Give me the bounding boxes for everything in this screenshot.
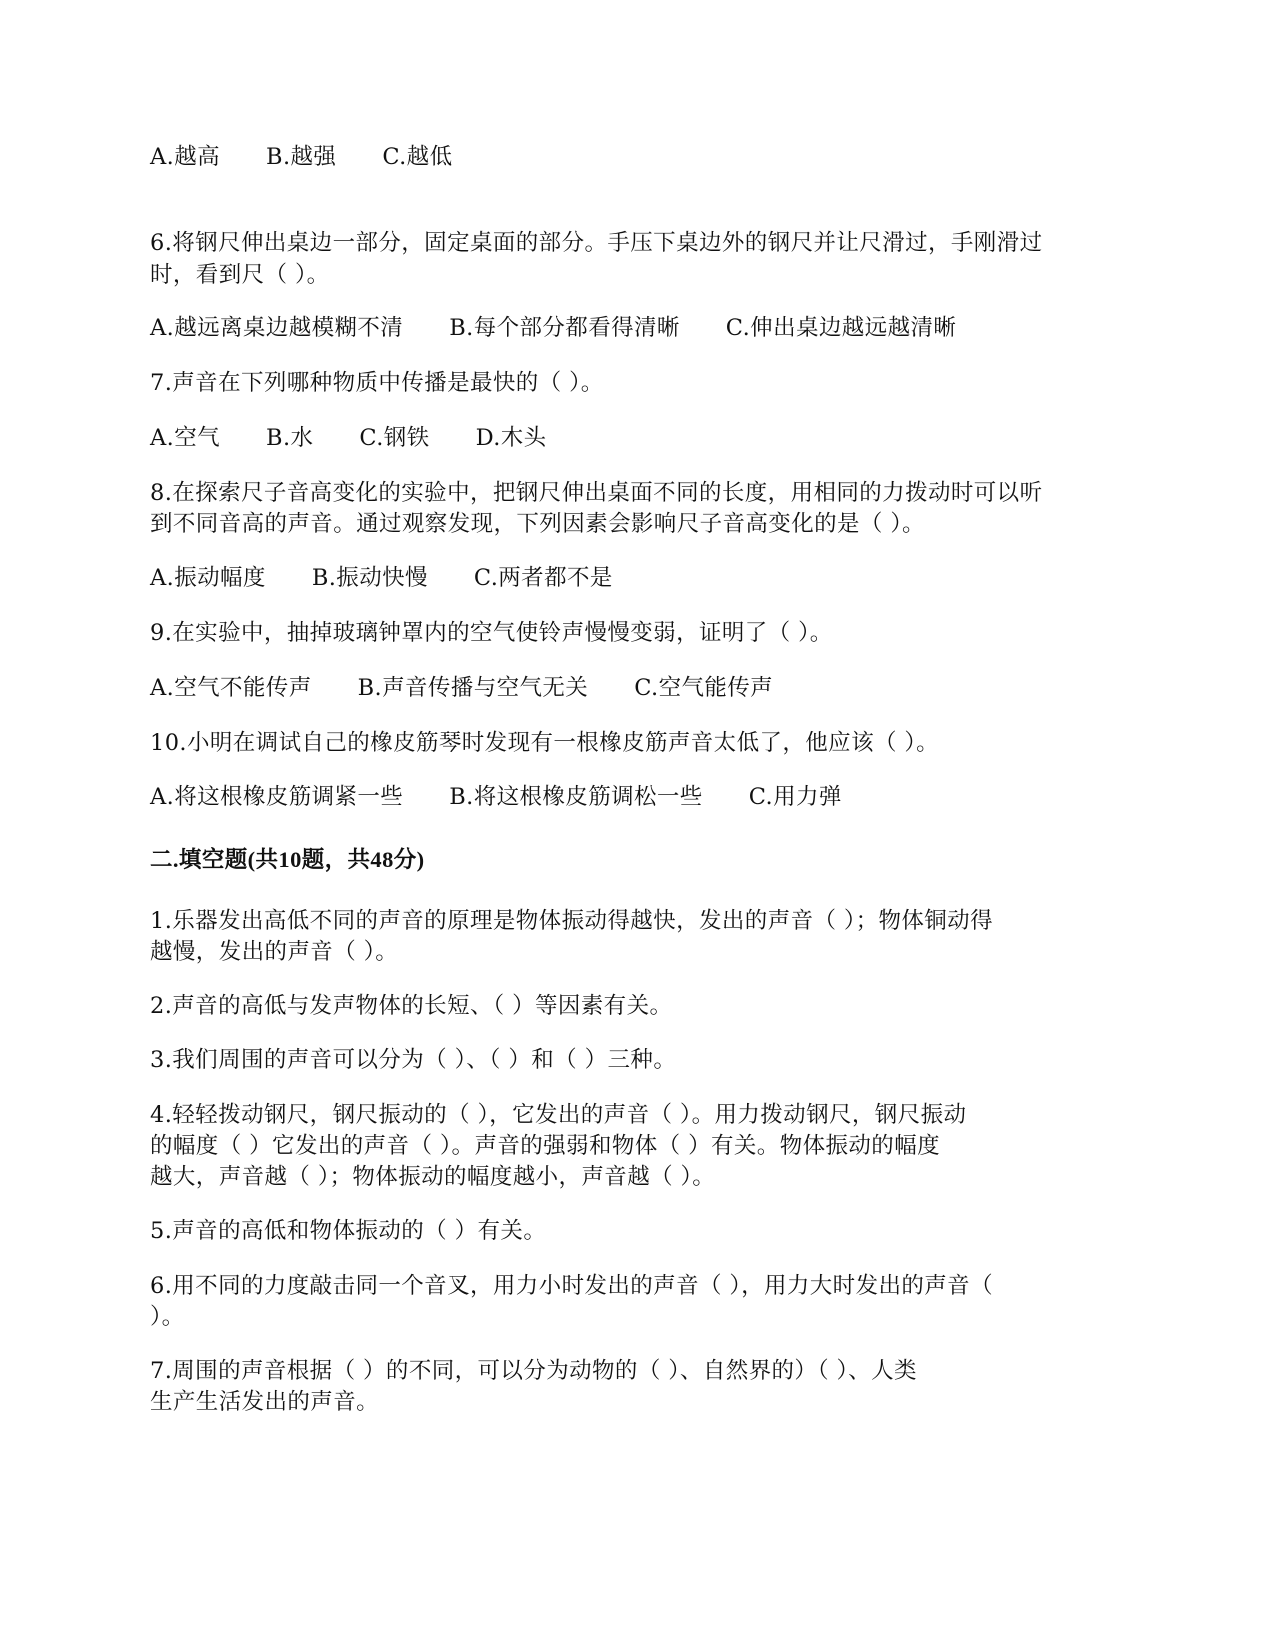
q9-option-c: C.空气能传声 (634, 675, 774, 701)
q6-option-a: A.越远离桌边越模糊不清 (150, 315, 404, 341)
q6-option-c: C.伸出桌边越远越清晰 (725, 315, 957, 341)
q10-options (150, 781, 1130, 814)
fill-q1-line1: 1.乐器发出高低不同的声音的原理是物体振动得越快，发出的声音（ ）；物体铜动得 (150, 908, 993, 934)
q9-option-a: A.空气不能传声 (150, 675, 312, 701)
q7-option-c: C.钢铁 (359, 425, 430, 451)
fill-q5: 5.声音的高低和物体振动的（ ）有关。 (150, 1218, 547, 1244)
section-heading-fill-in: 二.填空题(共10题，共48分) (150, 847, 425, 872)
q10-option-c: C.用力弹 (748, 784, 842, 810)
q7-options (150, 422, 1130, 455)
q8-stem-line2: 到不同音高的声音。通过观察发现，下列因素会影响尺子音高变化的是（ ）。 (150, 511, 925, 537)
fill-q7-line2: 生产生活发出的声音。 (150, 1389, 380, 1415)
q7-stem: 7.声音在下列哪种物质中传播是最快的（ ）。 (150, 370, 604, 396)
fill-q7-line1: 7.周围的声音根据（ ）的不同，可以分为动物的（ ）、自然界的）（ ）、人类 (150, 1358, 917, 1384)
q6-stem-line1: 6.将钢尺伸出桌边一部分，固定桌面的部分。手压下桌边外的钢尺并让尺滑过，手刚滑过 (150, 230, 1043, 256)
fill-q1-line2: 越慢，发出的声音（ ）。 (150, 939, 399, 965)
q8-option-c: C.两者都不是 (473, 565, 613, 591)
q7-option-d: D.木头 (475, 425, 547, 451)
fill-q3: 3.我们周围的声音可以分为（ ）、（ ）和（ ）三种。 (150, 1047, 677, 1073)
q5-option-c: C.越低 (382, 144, 453, 170)
q9-option-b: B.声音传播与空气无关 (357, 675, 589, 701)
q10-stem: 10.小明在调试自己的橡皮筋琴时发现有一根橡皮筋声音太低了，他应该（ ）。 (150, 730, 939, 756)
q8-stem-line1: 8.在探索尺子音高变化的实验中，把钢尺伸出桌面不同的长度，用相同的力拨动时可以听 (150, 480, 1043, 506)
q7-option-a: A.空气 (150, 425, 221, 451)
q5-option-b: B.越强 (266, 144, 337, 170)
fill-q2: 2.声音的高低与发声物体的长短、（ ）等因素有关。 (150, 993, 673, 1019)
q9-options (150, 672, 1130, 705)
fill-q4-line2: 的幅度（ ）它发出的声音（ ）。声音的强弱和物体（ ）有关。物体振动的幅度 (150, 1133, 941, 1159)
fill-q4-line3: 越大，声音越（ ）；物体振动的幅度越小，声音越（ ）。 (150, 1164, 716, 1190)
fill-q6-line1: 6.用不同的力度敲击同一个音叉，用力小时发出的声音（ ），用力大时发出的声音（ (150, 1273, 993, 1299)
q9-stem: 9.在实验中，抽掉玻璃钟罩内的空气使铃声慢慢变弱，证明了（ ）。 (150, 620, 833, 646)
q6-stem-line2: 时，看到尺（ ）。 (150, 262, 330, 288)
q6-option-b: B.每个部分都看得清晰 (449, 315, 680, 341)
q10-option-b: B.将这根橡皮筋调松一些 (449, 784, 703, 810)
q8-option-a: A.振动幅度 (150, 565, 266, 591)
q5-options (150, 141, 1130, 174)
q6-options (150, 312, 1130, 345)
q10-option-a: A.将这根橡皮筋调紧一些 (150, 784, 404, 810)
fill-q4-line1: 4.轻轻拨动钢尺，钢尺振动的（ ），它发出的声音（ ）。用力拨动钢尺，钢尺振动 (150, 1102, 967, 1128)
q7-option-b: B.水 (266, 425, 314, 451)
q5-option-a: A.越高 (150, 144, 221, 170)
fill-q6-line2: ）。 (150, 1304, 185, 1330)
q8-option-b: B.振动快慢 (311, 565, 428, 591)
q8-options (150, 562, 1130, 595)
